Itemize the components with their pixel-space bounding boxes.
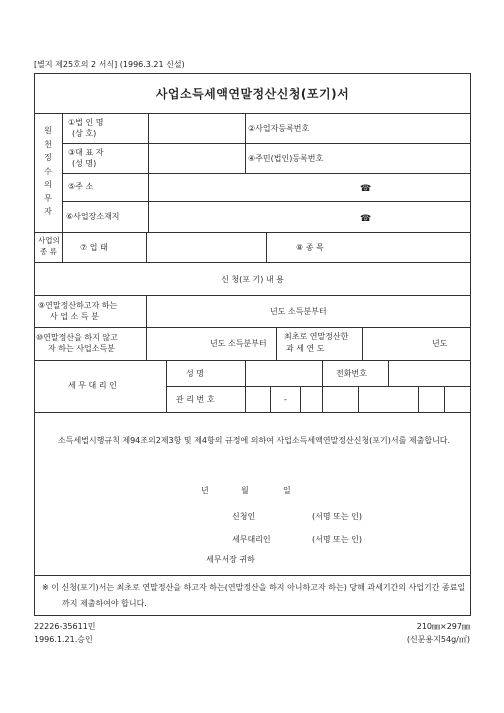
waiver-label: ⑩연말정산을 하지 않고 bbox=[36, 333, 118, 342]
approval-date: 1996.1.21.승인 bbox=[34, 635, 93, 644]
business-section-sublabel: 종 류 bbox=[40, 247, 57, 256]
business-type-label: ⑦ 업 태 bbox=[80, 243, 108, 252]
biz-location-label: ⑥사업장소재지 bbox=[66, 212, 120, 221]
agent-name-label: 성 명 bbox=[186, 369, 204, 378]
footnote: ※ 이 신청(포기)서는 최초로 연말정산을 하고자 하는(연말정산을 하지 아니하고자 하는) 당해 과세기간의 사업기간 종료일까지 제출하여야 합니다. bbox=[42, 583, 466, 608]
form-header-note: [별지 제25호의 2 서식] (1996.3.21 신설) bbox=[34, 60, 185, 69]
applicant-sign[interactable]: (서명 또는 인) bbox=[312, 512, 362, 521]
waiver-sublabel: 자 하는 사업소득분 bbox=[48, 344, 115, 353]
biz-reg-no-field[interactable] bbox=[330, 115, 468, 141]
agent-sign-label: 세무대리인 bbox=[232, 535, 271, 544]
biz-location-field[interactable] bbox=[150, 203, 450, 230]
withholder-section-label: 원천징수의무자 bbox=[44, 126, 52, 216]
settlement-label: ⑨연말정산하고자 하는 bbox=[38, 301, 118, 310]
settlement-value[interactable]: 년도 소득분부터 bbox=[270, 307, 327, 316]
representative-sublabel: (성 명) bbox=[72, 159, 97, 168]
date-month[interactable]: 월 bbox=[241, 486, 249, 495]
representative-label: ③대 표 자 bbox=[68, 148, 104, 157]
application-header: 신 청(포 기) 내 용 bbox=[221, 275, 284, 284]
phone-icon: ☎ bbox=[360, 184, 372, 194]
paper-size: 210㎜×297㎜ bbox=[416, 622, 470, 631]
resident-no-label: ④주민(법인)등록번호 bbox=[248, 154, 324, 163]
first-settle-sublabel: 과 세 연 도 bbox=[286, 344, 325, 353]
corp-name-sublabel: (상 호) bbox=[72, 129, 97, 138]
agent-mgmt-no-label: 관 리 번 호 bbox=[176, 395, 215, 404]
business-item-label: ⑧ 종 목 bbox=[296, 243, 324, 252]
agent-mgmt-no-field[interactable] bbox=[247, 388, 467, 410]
first-settle-year[interactable]: 년도 bbox=[432, 339, 448, 348]
business-item-field[interactable] bbox=[350, 234, 468, 260]
representative-field[interactable] bbox=[150, 145, 243, 171]
waiver-value[interactable]: 년도 소득분부터 bbox=[210, 339, 267, 348]
form-title: 사업소득세액연말정산신청(포기)서 bbox=[155, 87, 350, 101]
business-section-label: 사업의 bbox=[38, 236, 60, 245]
paper-type: (신문용지54g/㎡) bbox=[406, 635, 470, 644]
date-day[interactable]: 일 bbox=[283, 486, 291, 495]
address-label: ⑤주 소 bbox=[68, 182, 94, 191]
phone-icon-2: ☎ bbox=[360, 214, 372, 224]
first-settle-label: 최초로 연말정산한 bbox=[284, 332, 349, 341]
biz-reg-no-label: ②사업자등록번호 bbox=[248, 124, 310, 133]
date-year[interactable]: 년 bbox=[201, 486, 209, 495]
corp-name-label: ①법 인 명 bbox=[68, 118, 104, 127]
settlement-sublabel: 사 업 소 득 분 bbox=[50, 312, 99, 321]
address-field[interactable] bbox=[150, 175, 450, 199]
form-code: 22226-35611민 bbox=[34, 622, 96, 631]
corp-name-field[interactable] bbox=[150, 115, 243, 141]
recipient: 세무서장 귀하 bbox=[206, 555, 255, 564]
agent-sign[interactable]: (서명 또는 인) bbox=[312, 535, 362, 544]
statement-text: 소득세법시행규칙 제94조의2제3항 및 제4항의 규정에 의하여 사업소득세액연말정산신청(포기)서를 제출합니다. bbox=[58, 436, 451, 445]
agent-name-field[interactable] bbox=[247, 362, 320, 384]
agent-phone-label: 전화번호 bbox=[336, 369, 367, 378]
agent-mgmt-dash: - bbox=[284, 395, 287, 404]
resident-no-field[interactable] bbox=[340, 145, 468, 171]
agent-section-label: 세 무 대 리 인 bbox=[68, 381, 117, 390]
business-type-field[interactable] bbox=[148, 234, 264, 260]
agent-phone-field[interactable] bbox=[390, 362, 468, 384]
applicant-label: 신청인 bbox=[232, 512, 256, 521]
